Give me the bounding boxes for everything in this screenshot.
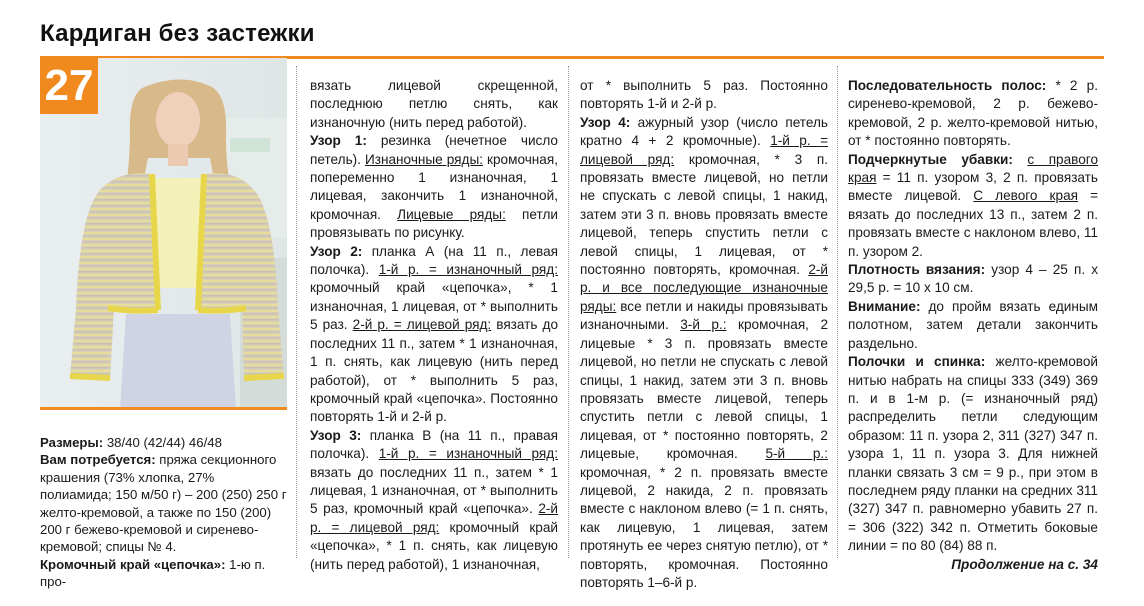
- pattern-4-text: кромочная, 2 лицевые * 3 п. провязать вместе лицевой, но петли не спускать с левой спицы, 1 накид, затем эти 3 п. вновь провязать вместе лицевой, теперь спустить петли с левой спицы, 1 лицевая, от * постоянно повторять, 2 лицевые, кромочная.: [580, 317, 829, 462]
- pattern-3-text: планка В (на 11 п., правая полочка).: [310, 427, 558, 462]
- pattern-3-text: кромочный край «цепочка», * 1 п. снять, как лицевую (нить перед работой), 1 изнаночная,: [310, 519, 559, 572]
- decreases-subhead: с правого края: [848, 151, 1099, 186]
- pattern-4-subhead: 1-й р. = лицевой ряд:: [580, 133, 829, 167]
- pattern-number-badge: 27: [40, 58, 98, 114]
- sizes-paragraph: [40, 434, 288, 451]
- pattern-2-text: кромочный край «цепочка», * 1 изнаночная, 1 лицевая, от * выполнить 5 раз.: [310, 280, 558, 333]
- continued-link[interactable]: Продолжение на с. 34: [951, 556, 1098, 572]
- column-divider: [568, 66, 569, 558]
- col2-intro: вязать лицевой скрещенной, последнюю петлю снять, как изнаночную (нить перед работой).: [310, 78, 558, 130]
- decreases-text: = вязать до последних 13 п., затем 2 п. провязать вместе с наклоном влево, 11 п. узором 2.: [848, 188, 1099, 259]
- column-2: [310, 77, 558, 574]
- decreases-paragraph: [848, 151, 1098, 261]
- stripes-label: Последовательность полос:: [848, 78, 1047, 93]
- body-label: Полочки и спинка:: [848, 354, 986, 370]
- column-4: [848, 77, 1098, 574]
- pattern-3-paragraph: [310, 427, 558, 574]
- column-3: [580, 77, 828, 592]
- pattern-4-text: кромочная, * 2 п. провязать вместе лицевой, 2 накида, 2 п. провязать вместе с наклоном влево (= 1 п. снять, как лицевую, 1 лицевая, затем протянуть ее через снятую петлю), от * повторять, кромочная. Постоянно повторять 1–6-й р.: [580, 464, 828, 590]
- decreases-text: = 11 п. узором 3, 2 п. провязать вместе лицевой.: [848, 170, 1098, 204]
- pattern-4-paragraph: [580, 114, 828, 593]
- pattern-4-subhead: 3-й р.:: [680, 317, 727, 333]
- materials-value: пряжа секционного крашения (73% хлопка, 27% полиамида; 150 м/50 г) – 200 (250) 250 г желто-кремовой, а также по 150 (200) 200 г бежево-кремовой и сиренево-кремовой; спицы № 4.: [40, 452, 287, 555]
- column-1: [40, 434, 288, 591]
- pattern-1-text: резинка (нечетное число петель).: [310, 133, 558, 167]
- pattern-2-text: вязать до последних 11 п., затем * 1 изнаночная, 1 п. снять, как лицевую (нить перед работой), от * выполнить 5 раз, кромочный край «цепочка». Постоянно повторять 1-й и 2-й р.: [310, 317, 559, 425]
- column-divider: [296, 66, 297, 558]
- pattern-1-subhead: Лицевые ряды:: [397, 206, 506, 222]
- page-title: Кардиган без застежки: [40, 20, 315, 47]
- decreases-subhead: С левого края: [973, 188, 1078, 204]
- pattern-4-text: все петли и накиды провязывать изнаночными.: [580, 298, 828, 333]
- density-paragraph: [848, 261, 1098, 298]
- edge-value: 1-ю п. про-: [40, 556, 266, 590]
- pattern-4-text: ажурный узор (число петель кратно 4 + 2 кромочные).: [580, 114, 829, 149]
- pattern-2-text: планка А (на 11 п., левая полочка).: [310, 243, 559, 278]
- attention-label: Внимание:: [848, 298, 921, 314]
- column-divider: [837, 66, 838, 558]
- pattern-2-paragraph: [310, 243, 558, 427]
- stripes-text: * 2 р. сиренево-кремовой, 2 р. бежево-кремовой, 2 р. желто-кремовой нитью, от * постоянно повторять.: [848, 78, 1098, 149]
- stripes-paragraph: [848, 77, 1098, 151]
- pattern-1-paragraph: [310, 132, 558, 242]
- pattern-1-label: Узор 1:: [310, 133, 367, 149]
- materials-label: Вам потребуется:: [40, 452, 156, 468]
- pattern-1-text: кромочная, попеременно 1 изнаночная, 1 лицевая, закончить 1 изнаночной, кромочная.: [310, 151, 558, 222]
- pattern-3-subhead: 2-й р. = лицевой ряд:: [310, 501, 558, 535]
- pattern-4-text: кромочная, * 3 п. провязать вместе лицевой, но петли не спускать с левой спицы, 1 накид, затем эти 3 п. вновь провязать вместе лицевой, теперь спустить петли с левой спицы, 1 лицевая, от * постоянно повторять, кромочная.: [580, 151, 829, 278]
- pattern-4-subhead: 2-й р. и все последующие изнаночные ряды:: [580, 262, 828, 314]
- density-text: узор 4 – 25 п. х 29,5 р. = 10 х 10 см.: [848, 262, 1098, 296]
- decreases-label: Подчеркнутые убавки:: [848, 151, 1013, 167]
- density-label: Плотность вязания:: [848, 262, 986, 278]
- edge-label: Кромочный край «цепочка»:: [40, 556, 226, 572]
- pattern-1-text: петли провязывать по рисунку.: [310, 206, 558, 241]
- sizes-label: Размеры:: [40, 435, 104, 450]
- pattern-4-subhead: 5-й р.:: [765, 446, 828, 462]
- pattern-3-text: вязать до последних 11 п., затем * 1 лицевая, 1 изнаночная, от * выполнить 5 раз, кромочный край «цепочка».: [310, 464, 558, 517]
- pattern-3-label: Узор 3:: [310, 427, 362, 443]
- pattern-3-subhead: 1-й р. = изнаночный ряд:: [378, 446, 558, 462]
- body-paragraph: [848, 353, 1098, 555]
- pattern-4-label: Узор 4:: [580, 114, 631, 130]
- pattern-1-subhead: Изнаночные ряды:: [364, 151, 484, 167]
- pattern-2-subhead: 2-й р. = лицевой ряд:: [352, 317, 492, 333]
- pattern-2-subhead: 1-й р. = изнаночный ряд:: [378, 262, 558, 278]
- col3-intro: от * выполнить 5 раз. Постоянно повторять 1-й и 2-й р.: [580, 78, 828, 112]
- sizes-value: 38/40 (42/44) 46/48: [103, 435, 222, 450]
- materials-paragraph: [40, 451, 288, 555]
- body-text: желто-кремовой нитью набрать на спицы 333 (349) 369 п. и в 1-м р. (= изнаночный ряд) распределить петли следующим образом: 11 п. узора 2, 311 (327) 347 п. узора 1, 11 п. узора 3. Для нижней планки связать 3 см = 9 р., при этом в последнем ряду планки на средних 311 (327) 347 п. равномерно убавить 27 п. = 306 (322) 342 п. Отметить боковые линии = по 80 (84) 88 п.: [848, 354, 1098, 554]
- attention-text: до пройм вязать единым полотном, затем детали закончить раздельно.: [848, 298, 1098, 351]
- attention-paragraph: [848, 298, 1098, 353]
- edge-paragraph: [40, 556, 288, 591]
- pattern-2-label: Узор 2:: [310, 243, 363, 259]
